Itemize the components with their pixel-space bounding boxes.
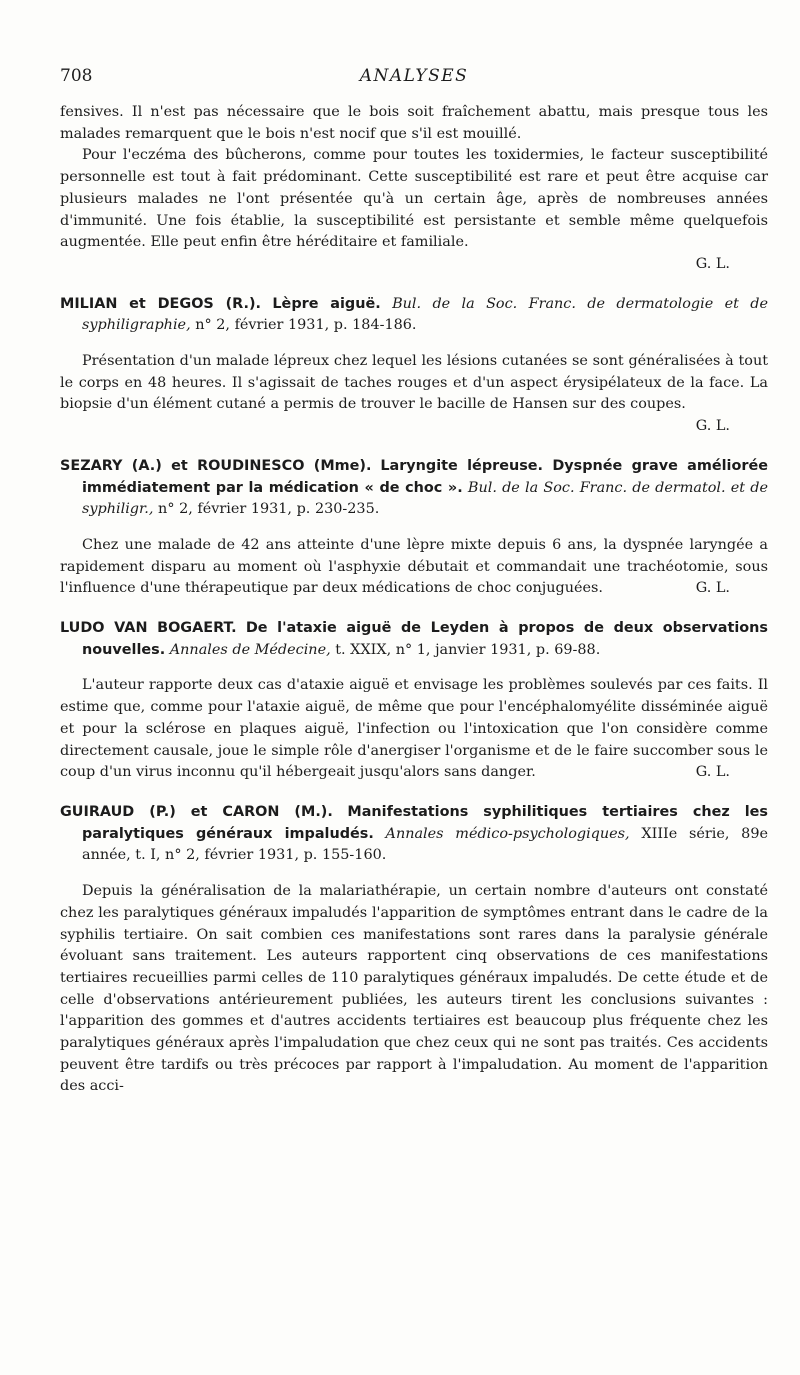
entry-body — [60, 351, 768, 435]
entry-reference: XIIIe série, 89e année, t. I, n° 2, février 1931, p. 155-160. — [82, 825, 769, 864]
entry-body — [60, 535, 768, 600]
entry-body: Depuis la généralisation de la malariathérapie, un certain nombre d'auteurs ont constaté chez les paralytiques généraux impaludés l'apparition de symptômes entrant dans le cadre de la syphilis tertiaire. On sait combien ces manifestations sont rares dans la paralysie générale évoluant sans traitement. Les auteurs rapportent cinq observations de ces manifestations tertiaires recueillies parmi celles de 110 paralytiques généraux impaludés. De cette étude et de celle d'observations antérieurement publiées, les auteurs tirent les conclusions suivantes : l'apparition des gommes et d'autres accidents tertiaires est beaucoup plus fréquente chez les paralytiques généraux après l'impaludation que chez ceux qui ne sont pas traités. Ces accidents peuvent être tardifs ou très précoces par rapport à l'impaludation. Au moment de l'apparition des acci- — [60, 883, 768, 1095]
entry-body-text: Chez une malade de 42 ans atteinte d'une lèpre mixte depuis 6 ans, la dyspnée laryngée a rapidement disparu au moment où l'asphyxie débutait et commandait une trachéotomie, sous l'influence d'une thérapeutique par deux médications de choc conjuguées. — [60, 536, 768, 597]
entry-title: De l'ataxie aiguë de Leyden à propos de deux observations nouvelles. — [82, 620, 768, 658]
entry-authors: MILIAN et DEGOS (R.). — [60, 295, 262, 312]
entry-journal: Annales médico-psychologiques, — [385, 825, 630, 842]
entry-heading — [60, 294, 768, 337]
entry-journal: Bul. de la Soc. Franc. de dermatol. et de syphiligr., — [82, 479, 768, 518]
running-title: ANALYSES — [359, 66, 469, 86]
entry-reference: n° 2, février 1931, p. 230-235. — [158, 501, 380, 518]
entry-body-text: L'auteur rapporte deux cas d'ataxie aiguë et envisage les problèmes soulevés par ces faits. Il estime que, comme pour l'ataxie aiguë, de même que pour l'encéphalomyélite disséminée aiguë et pour la sclérose en plaques aiguë, l'infection ou l'intoxication que l'on considère comme directement causale, joue le simple rôle d'anergiser l'organisme et de le faire succomber sous le coup d'un virus inconnu qu'il hébergeait jusqu'alors sans danger. — [60, 677, 768, 781]
entry-title: Laryngite lépreuse. Dyspnée grave améliorée immédiatement par la médication « de choc ». — [82, 457, 768, 496]
entry-authors: LUDO VAN BOGAERT. — [60, 620, 237, 637]
entry-title: Manifestations syphilitiques tertiaires chez les paralytiques généraux impaludés. — [82, 803, 768, 842]
entry-journal: Annales de Médecine, — [169, 641, 331, 658]
entry-reference: n° 2, février 1931, p. 184-186. — [195, 317, 417, 334]
abstract-entry — [60, 456, 768, 600]
page-number: 708 — [60, 66, 93, 86]
running-head — [60, 66, 768, 92]
entry-title: Lèpre aiguë. — [272, 295, 381, 312]
continued-abstract — [60, 102, 768, 276]
abstract-entry — [60, 802, 768, 1098]
entry-heading — [60, 456, 768, 521]
abstract-entry — [60, 294, 768, 438]
abstract-signature: G. L. — [695, 255, 730, 272]
entry-authors: GUIRAUD (P.) et CARON (M.). — [60, 803, 333, 820]
entry-signature: G. L. — [695, 764, 730, 781]
entry-heading — [60, 802, 768, 867]
entry-signature: G. L. — [695, 580, 730, 597]
entry-body-text: Présentation d'un malade lépreux chez lequel les lésions cutanées se sont généralisées à tout le corps en 48 heures. Il s'agissait de taches rouges et d'un aspect érysipélateux de la face. La biopsie d'un élément cutané a permis de trouver le bacille de Hansen sur des coupes. — [60, 353, 768, 413]
entry-body — [60, 675, 768, 784]
abstract-entry — [60, 618, 768, 784]
entry-heading — [60, 618, 768, 661]
entry-reference: t. XXIX, n° 1, janvier 1931, p. 69-88. — [335, 641, 601, 658]
entry-authors: SEZARY (A.) et ROUDINESCO (Mme). — [60, 457, 372, 474]
entry-signature: G. L. — [695, 418, 730, 435]
page — [60, 66, 768, 1098]
abstract-paragraph: fensives. Il n'est pas nécessaire que le bois soit fraîchement abattu, mais presque tous les malades remarquent que le bois n'est nocif que s'il est mouillé. — [60, 104, 768, 142]
entry-journal: Bul. de la Soc. Franc. de dermatologie et de syphiligraphie, — [82, 295, 768, 334]
abstract-paragraph: Pour l'eczéma des bûcherons, comme pour toutes les toxidermies, le facteur susceptibilité personnelle est tout à fait prédominant. Cette susceptibilité est rare et peut être acquise car plusieurs malades ne l'ont présentée qu'à un certain âge, après de nombreuses années d'immunité. Une fois établie, la susceptibilité est persistante et semble même quelquefois augmentée. Elle peut enfin être héréditaire et familiale. — [60, 147, 768, 251]
